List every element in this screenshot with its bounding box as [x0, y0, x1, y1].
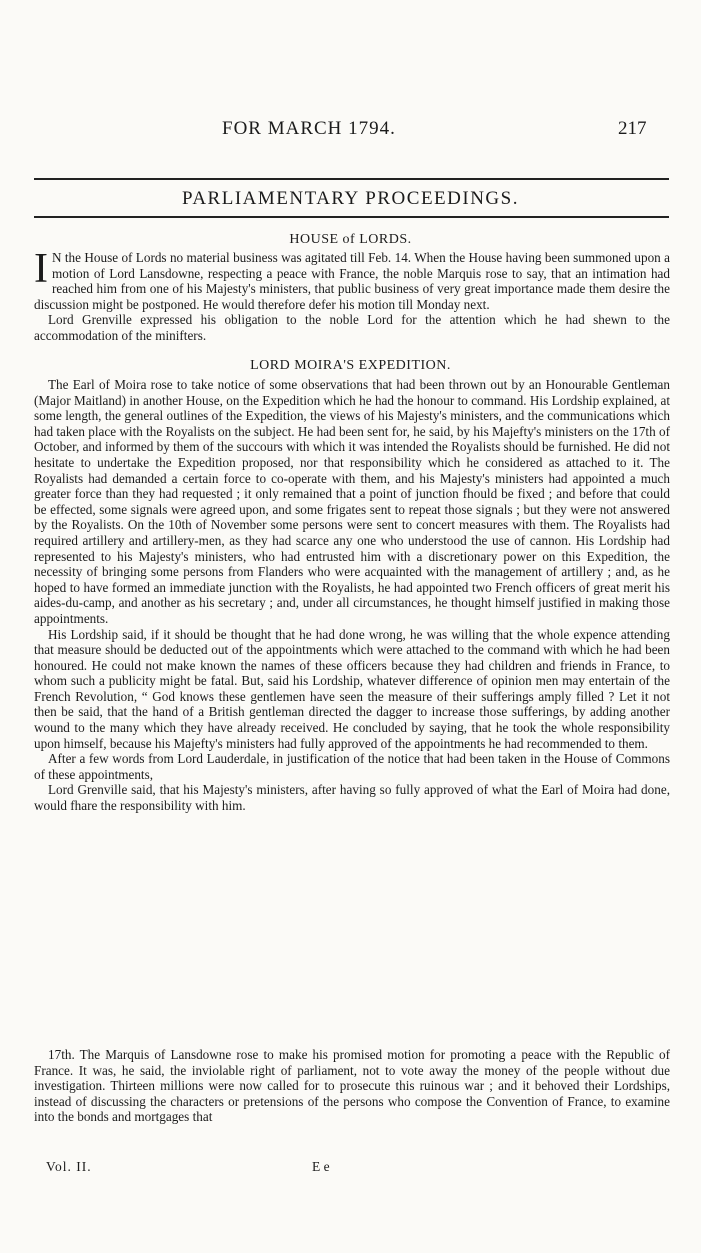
intro-text: [34, 246, 670, 344]
march-17-text: [34, 1047, 670, 1125]
running-head: [0, 118, 701, 144]
moira-paragraph-4: Lord Grenville said, that his Majesty's ministers, after having so fully approved of what the Earl of Moira had done, would fhare the responsibility with him.: [34, 782, 670, 814]
drop-cap: I: [34, 246, 48, 292]
subhead-moira-expedition: LORD MOIRA'S EXPEDITION.: [250, 358, 451, 373]
volume-label: Vol. II.: [46, 1159, 92, 1174]
section-title: PARLIAMENTARY PROCEEDINGS.: [182, 188, 519, 209]
moira-text: [34, 377, 670, 814]
page-number: 217: [618, 118, 647, 139]
top-rule: [34, 178, 669, 180]
moira-paragraph-2: His Lordship said, if it should be thought that he had done wrong, he was willing that the whole expence attending that measure should be deducted out of the appointments which were attached to the command with which he had been honoured. He could not make known the names of these officers because they had children and friends in France, to whom such a publicity might be fatal. But, said his Lordship, whatever difference of opinion men may entertain of the French Revolution, “ God knows these gentlemen have seen the measure of their sufferings amply filled ? Let it not then be said, that the hand of a British gentleman directed the dagger to increase those sufferings, by adding another wound to the many which they have already received. He concluded by saying, that he took the whole responsibility upon himself, because his Majefty's ministers had fully approved of the appointments he had recommended to them.: [34, 626, 670, 751]
subhead-house-of-lords: HOUSE of LORDS.: [289, 232, 412, 247]
march-17-paragraph: 17th. The Marquis of Lansdowne rose to make his promised motion for promoting a peace with the Republic of France. It was, he said, the inviolable right of parliament, not to vote away the money of the people without due investigation. Thirteen millions were now called for to prosecute this ruinous war ; and it behoved their Lordships, instead of discussing the characters or pretensions of the persons who compose the Convention of France, to examine into the bonds and mortgages that: [34, 1047, 670, 1125]
signature-mark: E e: [312, 1159, 330, 1174]
page-footer: [0, 1159, 701, 1179]
intro-paragraph-1: [34, 246, 670, 312]
bottom-rule: [34, 216, 669, 218]
running-title: FOR MARCH 1794.: [222, 118, 396, 139]
moira-paragraph-1: The Earl of Moira rose to take notice of some observations that had been thrown out by an Honourable Gentleman (Major Maitland) in another House, on the Expedition which he had the honour to command. His Lordship explained, at some length, the general outlines of the Expedition, the views of his Majesty's ministers, and the communications which had taken place with the Royalists on the subject. He had been sent for, he said, by his Majefty's ministers on the 17th of October, and informed by them of the succours with which it was intended the Royalists should be furnished. He did not hesitate to undertake the Expedition proposed, nor that responsibility which he considered as attached to it. The Royalists had demanded a certain force to co-operate with them, and his Majesty's ministers had appointed a much greater force than they had requested ; it only remained that a point of junction fhould be fixed ; and before that could be effected, some signals were agreed upon, and some frigates sent to repeat those signals ; but they were not answered by the Royalists. On the 10th of November some persons were sent to concert measures with them. The Royalists had required artillery and artillery-men, as they had scarce any one who understood the use of cannon. His Lordship had represented to his Majesty's ministers, who had entrusted him with a discretionary power on this Expedition, the necessity of bringing some persons from Flanders who were acquainted with the management of artillery ; and, as he hoped to have formed an immediate junction with the Royalists, he had appointed two French officers of great merit his aides-du-camp, and another as his secretary ; and, under all circumstances, he thought himself justified in making those appointments.: [34, 377, 670, 626]
intro-paragraph-2: Lord Grenville expressed his obligation to the noble Lord for the attention which he had shewn to the accommodation of the minifters.: [34, 312, 670, 343]
intro-paragraph-1-text: N the House of Lords no material business was agitated till Feb. 14. When the House having been summoned upon a motion of Lord Lansdowne, respecting a peace with France, the noble Marquis rose to say, that an intimation had reached him from one of his Majesty's ministers, that public business of very great importance made them desire the discussion might be postponed. He would therefore defer his motion till Monday next.: [34, 250, 670, 312]
moira-paragraph-3: After a few words from Lord Lauderdale, in justification of the notice that had been taken in the House of Commons of these appointments,: [34, 751, 670, 782]
